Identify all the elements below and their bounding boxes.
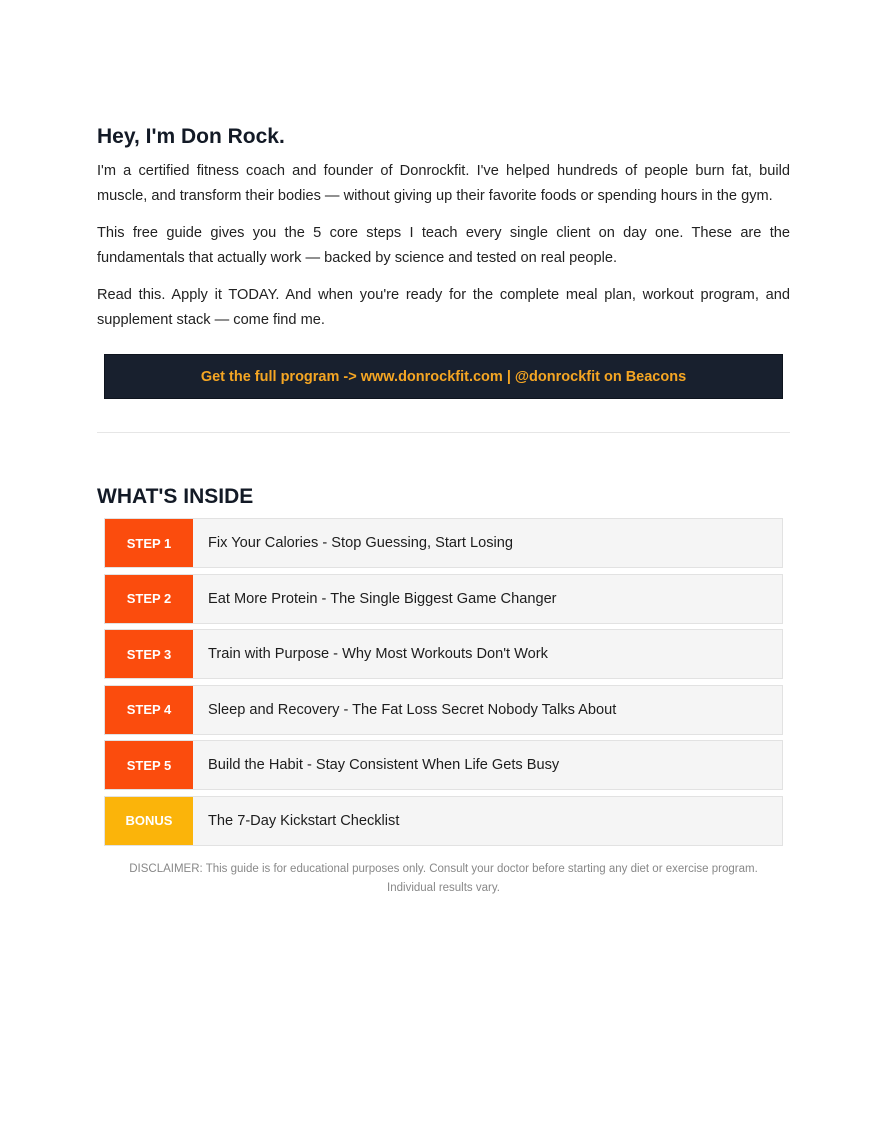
- step-title: Train with Purpose - Why Most Workouts Don't Work: [208, 646, 548, 662]
- step-badge: STEP 2: [105, 575, 193, 623]
- bonus-title: The 7-Day Kickstart Checklist: [208, 812, 400, 829]
- step-badge: STEP 5: [105, 741, 193, 789]
- whats-inside-title: WHAT'S INSIDE: [97, 485, 254, 508]
- document-page: [97, 124, 790, 898]
- step-title: Fix Your Calories - Stop Guessing, Start Losing: [208, 535, 514, 551]
- disclaimer: [97, 860, 790, 898]
- cta-link-text[interactable]: Get the full program -> www.donrockfit.com | @donrockfit on Beacons: [200, 368, 687, 385]
- bonus-badge: BONUS: [105, 797, 193, 845]
- step-title: Build the Habit - Stay Consistent When Life Gets Busy: [208, 757, 560, 773]
- contents-item-step-5: [104, 740, 783, 790]
- cta-banner[interactable]: [104, 354, 783, 399]
- intro-paragraph-1: I'm a certified fitness coach and founder of Donrockfit. I've helped hundreds of people burn fat, build muscle, and transform their bodies — without giving up their favorite foods or spending hours in the gym.: [97, 163, 790, 204]
- intro-heading: Hey, I'm Don Rock.: [97, 125, 285, 148]
- contents-item-step-3: [104, 629, 783, 679]
- step-badge: STEP 1: [105, 519, 193, 567]
- section-divider: [97, 432, 790, 433]
- intro-paragraph-2: This free guide gives you the 5 core steps I teach every single client on day one. These are the fundamentals that actually work — backed by science and tested on real people.: [97, 225, 790, 266]
- contents-item-step-4: [104, 685, 783, 735]
- contents-item-bonus: [104, 796, 783, 846]
- step-title: Sleep and Recovery - The Fat Loss Secret Nobody Talks About: [208, 701, 617, 718]
- step-badge: STEP 3: [105, 630, 193, 678]
- disclaimer-line-1: DISCLAIMER: This guide is for educational purposes only. Consult your doctor before starting any diet or exercise program.: [129, 862, 758, 875]
- contents-list: [104, 518, 783, 846]
- disclaimer-line-2: Individual results vary.: [387, 881, 500, 894]
- contents-item-step-2: [104, 574, 783, 624]
- contents-item-step-1: [104, 518, 783, 568]
- step-title: Eat More Protein - The Single Biggest Game Changer: [208, 590, 557, 607]
- intro-paragraph-3: Read this. Apply it TODAY. And when you're ready for the complete meal plan, workout program, and supplement stack — come find me.: [97, 287, 790, 328]
- step-badge: STEP 4: [105, 686, 193, 734]
